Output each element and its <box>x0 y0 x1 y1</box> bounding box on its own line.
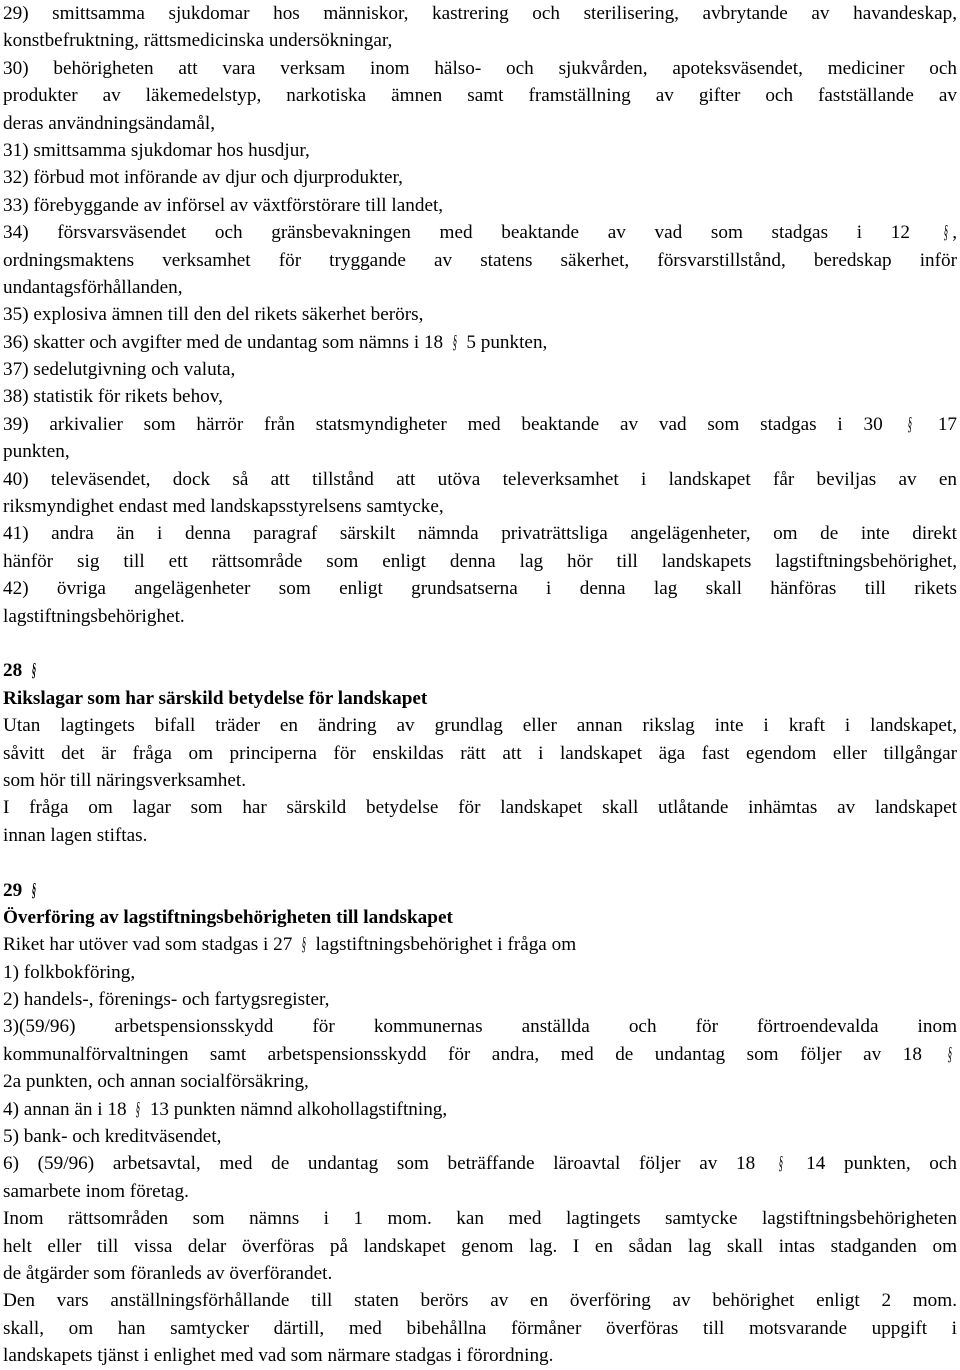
text-line: lagstiftningsbehörighet. <box>3 605 185 627</box>
text-line: de åtgärder som föranleds av överförandet. <box>3 1262 333 1284</box>
text-line: riksmyndighet endast med landskapsstyrelsens samtycke, <box>3 496 444 518</box>
text-line: 31) smittsamma sjukdomar hos husdjur, <box>3 139 310 161</box>
text-line: 38) statistik för rikets behov, <box>3 386 223 408</box>
section-body <box>3 712 957 849</box>
section-title: Överföring av lagstiftningsbehörigheten till landskapet <box>3 906 453 928</box>
section-number: 28 § <box>3 660 38 682</box>
text-line: Inom rättsområden som nämns i 1 mom. kan med lagtingets samtycke lagstiftningsbehörigheten <box>3 1208 957 1230</box>
text-line: 5) bank- och kreditväsendet, <box>3 1126 222 1148</box>
list-item <box>3 164 957 191</box>
text-line: hänför sig till ett rättsområde som enligt denna lag hör till landskapets lagstiftningsbehörighet, <box>3 550 957 572</box>
list-item <box>3 1123 957 1150</box>
list-item <box>3 575 957 630</box>
section-28 <box>3 657 957 849</box>
paragraph <box>3 1205 957 1287</box>
list-item <box>3 411 957 466</box>
text-line: 2a punkten, och annan socialförsäkring, <box>3 1071 309 1093</box>
paragraph <box>3 712 957 794</box>
section-intro: Riket har utöver vad som stadgas i 27 § lagstiftningsbehörighet i fråga om <box>3 934 577 956</box>
section-29 <box>3 877 957 1370</box>
text-line: 6) (59/96) arbetsavtal, med de undantag som beträffande läroavtal följer av 18 § 14 punkten, och <box>3 1153 957 1175</box>
list-item <box>3 137 957 164</box>
text-line: 2) handels-, förenings- och fartygsregister, <box>3 989 330 1011</box>
list-item <box>3 219 957 301</box>
text-line: 1) folkbokföring, <box>3 961 136 983</box>
text-line: helt eller till vissa delar överföras på landskapet genom lag. I en sådan lag skall intas stadganden om <box>3 1235 957 1257</box>
list-item <box>3 520 957 575</box>
text-line: 30) behörigheten att vara verksam inom hälso- och sjukvården, apoteksväsendet, mediciner och <box>3 57 957 79</box>
text-line: samarbete inom företag. <box>3 1180 189 1202</box>
list-item <box>3 959 957 986</box>
list-item <box>3 192 957 219</box>
text-line: 35) explosiva ämnen till den del rikets säkerhet berörs, <box>3 304 424 326</box>
text-line: deras användningsändamål, <box>3 112 216 134</box>
list-item <box>3 356 957 383</box>
text-line: 3)(59/96) arbetspensionsskydd för kommunernas anställda och för förtroendevalda inom <box>3 1016 957 1038</box>
text-line: 32) förbud mot införande av djur och djurprodukter, <box>3 167 403 189</box>
spacer <box>3 630 957 657</box>
text-line: 36) skatter och avgifter med de undantag som nämns i 18 § 5 punkten, <box>3 331 548 353</box>
text-line: skall, om han samtycker därtill, med bibehållna förmåner överföras till motsvarande uppgift i <box>3 1317 957 1339</box>
text-line: landskapets tjänst i enlighet med vad som närmare stadgas i förordning. <box>3 1345 554 1367</box>
section-item-list <box>3 959 957 1206</box>
list-item <box>3 55 957 137</box>
text-line: 33) förebyggande av införsel av växtförstörare till landet, <box>3 194 444 216</box>
text-line: såvitt det är fråga om principerna för enskildas rätt att i landskapet äga fast egendom eller tillgångar <box>3 742 957 764</box>
list-item <box>3 301 957 328</box>
paragraph <box>3 1287 957 1369</box>
text-line: 34) försvarsväsendet och gränsbevakningen med beaktande av vad som stadgas i 12 § , <box>3 222 957 244</box>
text-line: 40) televäsendet, dock så att tillstånd att utöva televerksamhet i landskapet får beviljas av en <box>3 468 957 490</box>
list-item <box>3 329 957 356</box>
list-item <box>3 0 957 55</box>
paragraph <box>3 794 957 849</box>
list-item <box>3 466 957 521</box>
list-item <box>3 1096 957 1123</box>
text-line: ordningsmaktens verksamhet för tryggande av statens säkerhet, försvarstillstånd, beredskap inför <box>3 249 957 271</box>
text-line: produkter av läkemedelstyp, narkotiska ämnen samt framställning av gifter och fastställande av <box>3 85 957 107</box>
text-line: som hör till näringsverksamhet. <box>3 769 247 791</box>
spacer <box>3 849 957 876</box>
competence-list <box>3 0 957 630</box>
list-item <box>3 986 957 1013</box>
text-line: punkten, <box>3 441 70 463</box>
document-page <box>3 0 957 1370</box>
text-line: Utan lagtingets bifall träder en ändring av grundlag eller annan rikslag inte i kraft i landskapet, <box>3 715 957 737</box>
text-line: Den vars anställningsförhållande till staten berörs av en överföring av behörighet enligt 2 mom. <box>3 1290 957 1312</box>
text-line: undantagsförhållanden, <box>3 276 183 298</box>
text-line: 29) smittsamma sjukdomar hos människor, kastrering och sterilisering, avbrytande av havandeskap, <box>3 3 957 24</box>
text-line: 37) sedelutgivning och valuta, <box>3 359 236 381</box>
text-line: I fråga om lagar som har särskild betydelse för landskapet skall utlåtande inhämtas av landskapet <box>3 797 957 819</box>
text-line: konstbefruktning, rättsmedicinska undersökningar, <box>3 30 393 52</box>
text-line: kommunalförvaltningen samt arbetspensionsskydd för andra, med de undantag som följer av 18 § <box>3 1043 954 1065</box>
list-item <box>3 1013 957 1095</box>
list-item <box>3 383 957 410</box>
text-line: 41) andra än i denna paragraf särskilt nämnda privaträttsliga angelägenheter, om de inte direkt <box>3 523 957 545</box>
section-body <box>3 1205 957 1369</box>
text-line: innan lagen stiftas. <box>3 824 148 846</box>
text-line: 39) arkivalier som härrör från statsmyndigheter med beaktande av vad som stadgas i 30 § 17 <box>3 413 957 435</box>
section-title: Rikslagar som har särskild betydelse för landskapet <box>3 687 428 709</box>
text-line: 4) annan än i 18 § 13 punkten nämnd alkohollagstiftning, <box>3 1098 448 1120</box>
text-line: 42) övriga angelägenheter som enligt grundsatserna i denna lag skall hänföras till rikets <box>3 578 957 600</box>
section-number: 29 § <box>3 879 38 901</box>
list-item <box>3 1150 957 1205</box>
